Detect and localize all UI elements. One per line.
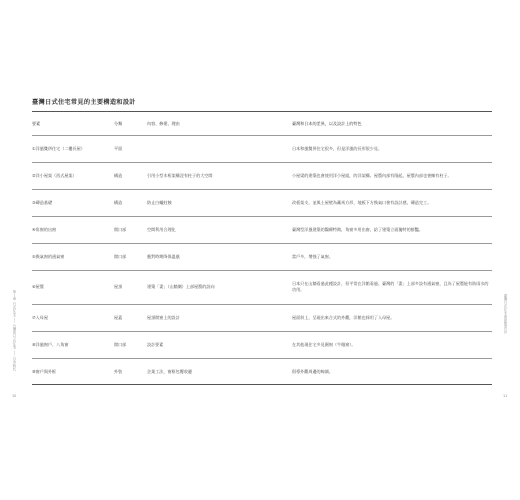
row-notes: 當戶多，增強了氣窗。 xyxy=(292,254,333,259)
row-category: 外裝 xyxy=(114,369,123,374)
row-notes: 倡導外觀周邊的線調。 xyxy=(292,369,333,374)
row-element: ⑤換氣窗的通氣窗 xyxy=(32,254,65,259)
header-content: 內容、修建、理由 xyxy=(147,121,180,126)
row-category: 屋頂 xyxy=(114,284,123,289)
row-content: 引用小型木桁架構沒有柱子的大空間 xyxy=(147,173,213,178)
running-head-right: 臺灣日式住宅的建築設計 xyxy=(503,294,507,334)
row-content: 應對時期降保溫風 xyxy=(147,254,180,259)
row-element: ④角窗的出窗 xyxy=(32,227,57,232)
table-row xyxy=(32,332,492,358)
row-content: 設計要素 xyxy=(147,342,164,347)
table-row xyxy=(32,163,492,189)
table-row xyxy=(32,305,492,331)
page-number-left: 10 xyxy=(12,394,17,398)
running-head-left: 第１章 日式住宅 ── 台灣的日式住宅 ── 日治時代 xyxy=(12,290,16,372)
row-content: 空間利用合理化 xyxy=(147,227,176,232)
row-notes: 在其他現住宅多見圓窗（牛眼窗）。 xyxy=(292,342,356,347)
page-title: 臺灣日式住宅常見的主要構造和設計 xyxy=(32,99,136,106)
row-category: 平面 xyxy=(114,146,123,151)
row-notes: 小屋梁的建築也會使用洋小屋組，的洋架構。屋簷內部有隆起，屋簷內部也會擁有柱子。 xyxy=(292,173,452,178)
table-row xyxy=(32,244,492,270)
row-element: ③磚造基礎 xyxy=(32,200,53,205)
row-category: 開口部 xyxy=(114,227,127,232)
row-element: ⑨窗戶與外框 xyxy=(32,369,57,374)
row-content: 企業工法，窗框包覆收邊 xyxy=(147,369,193,374)
row-category: 開口部 xyxy=(114,254,127,259)
row-element: ⑧洋風窗戶、八角窗 xyxy=(32,342,69,347)
design-table xyxy=(32,111,492,385)
row-category: 構造 xyxy=(114,200,123,205)
page-number-right: 11 xyxy=(503,394,508,398)
row-category: 屋蓋 xyxy=(114,315,123,320)
table-row xyxy=(32,271,492,304)
row-element: ①洋風雙併住宅（二樓長屋） xyxy=(32,146,85,151)
row-content: 建築「妻」（山牆側）上部屋簷的設向 xyxy=(147,284,215,289)
row-notes: 改板架支，並與土屋壁為藏馬方形，地板下方換氣口會有設計感，磚造完工。 xyxy=(292,200,432,205)
row-element: ②洋小屋架（西式屋架） xyxy=(32,173,77,178)
table-row xyxy=(32,359,492,384)
table-header xyxy=(32,112,492,135)
table-row xyxy=(32,136,492,162)
row-content: 防止白蟻蛀蝕 xyxy=(147,200,172,205)
row-category: 開口部 xyxy=(114,342,127,347)
row-notes: 日本只在山牆看過此種設計，但平常在洋館看過。臺灣的「妻」上部多設有通氣窗，且為了屋簷能有防雨水的功用。 xyxy=(292,281,489,292)
header-element: 要素 xyxy=(32,121,41,126)
table-row xyxy=(32,217,492,243)
table-row xyxy=(32,190,492,216)
row-category: 構造 xyxy=(114,173,123,178)
row-notes: 臺灣型洋風建築的醫療特徵，角窗多用出窗，給了建築立面獨特的鮮豔。 xyxy=(292,227,423,232)
row-content: 屋頂開窗上的設計 xyxy=(147,315,180,320)
row-notes: 日本和風雙併住宅很多，但是洋風的長形很少見。 xyxy=(292,146,383,151)
row-element: ⑦入母屋 xyxy=(32,315,48,320)
header-category: 分類 xyxy=(114,121,123,126)
header-notes: 臺灣和日本的差異，以及設計上的特色 xyxy=(292,121,362,126)
table-bottom-rule xyxy=(32,384,492,385)
row-element: ⑥屋簷 xyxy=(32,284,44,289)
row-notes: 屋面斜上，呈現出來合式的外觀，洋館也採用了入母屋。 xyxy=(292,315,395,320)
